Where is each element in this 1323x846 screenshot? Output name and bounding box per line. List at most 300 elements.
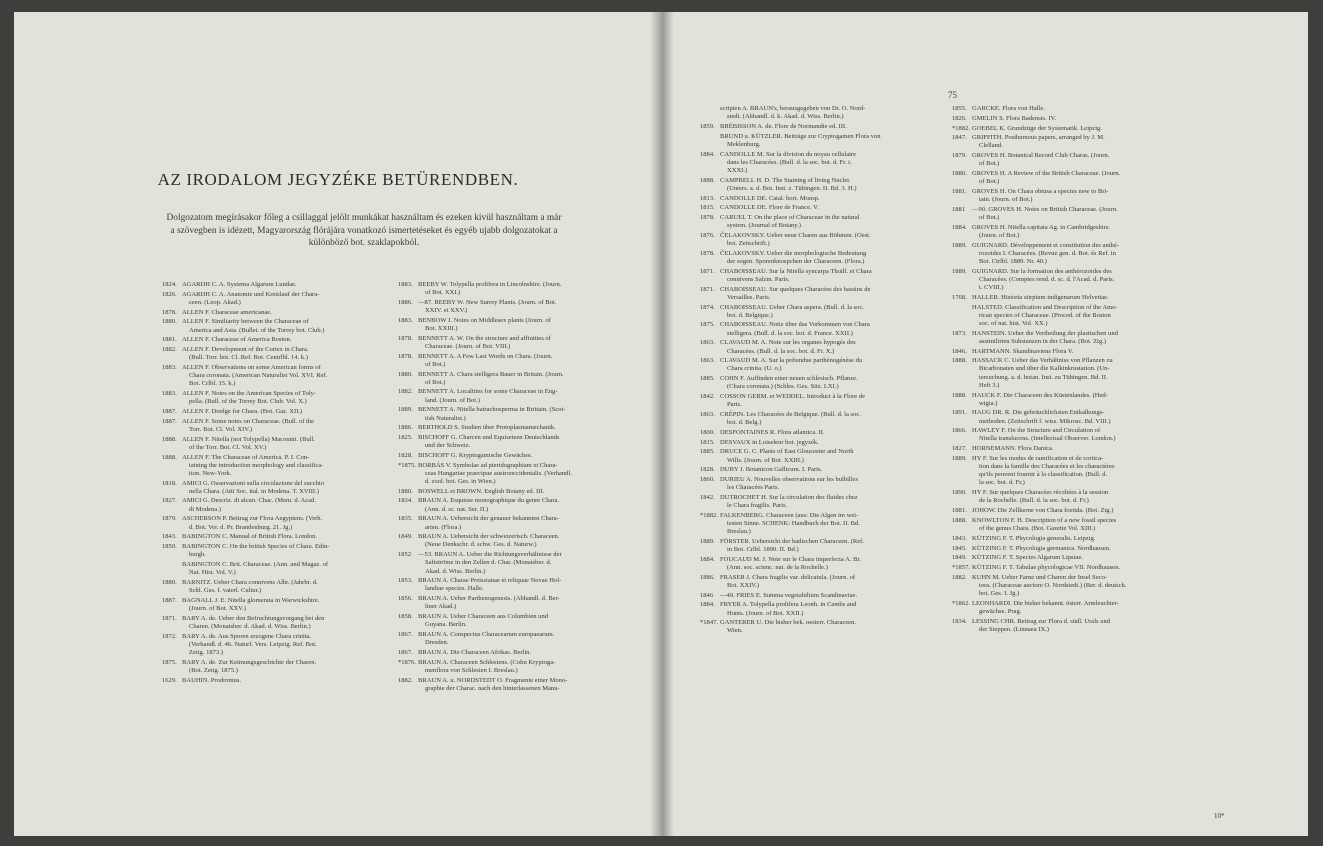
bibliography-entry — [398, 462, 638, 486]
bibliography-entry — [162, 318, 390, 334]
entry-line: taining the introduction morphology and classifica- — [189, 461, 324, 469]
entry-line: BOSWELL et BROWN. English Botany ed. III. — [418, 487, 545, 495]
entry-year: 1876. — [700, 231, 715, 239]
entry-line: ALLEN F. Observations on some American forms of — [182, 363, 321, 371]
entry-line: of Bot.) — [979, 178, 1000, 186]
bibliography-entry — [700, 195, 944, 203]
entry-line: bot. d. Belg.) — [727, 419, 762, 427]
entry-year: 1875. — [700, 321, 715, 329]
entry-line: (Bull. Torr. bot. Cl. Ref. Bot. Centrlbl. 14. k.) — [189, 354, 308, 362]
entry-line: graphie der Charac. nach den hinterlassenen Manu- — [425, 684, 560, 692]
entry-line: ALLEN F. The Characeae of America. P. I. Con- — [182, 453, 310, 461]
entry-line: BORBÁS V. Symbolae ad pteridographiam et Chara- — [418, 461, 558, 469]
entry-year: 1884. — [952, 223, 967, 231]
entry-line: BENBOW J. Notes on Middlesex plants (Journ. of — [418, 316, 551, 324]
entry-line: GMELIN S. Flora Badensis. IV. — [972, 114, 1057, 122]
bibliography-entry — [398, 406, 638, 422]
bibliography-entry — [162, 309, 390, 317]
entry-line: les Characées Paris. — [727, 484, 780, 492]
entry-year: 1849. — [398, 533, 413, 541]
intro-line: különböző bot. szaklapokból. — [308, 238, 420, 249]
entry-line: d. Bot. Ver. d. Pr. Brandenburg. 21. Jg.) — [189, 523, 293, 531]
entry-year: 1828. — [398, 451, 413, 459]
entry-line: KÜTZING F. T. Phycologia generalis. Leipzig. — [972, 534, 1096, 542]
entry-line: methoden. (Zeitschrift f. wiss. Mikrosc. Bd. VIII.) — [979, 417, 1111, 425]
entry-year: 1859. — [700, 122, 715, 130]
entry-year: 1886. — [398, 298, 413, 306]
entry-line: bot. Zeitschrift.) — [727, 240, 770, 248]
entry-year: 1889. — [952, 267, 967, 275]
entry-line: (Ann. soc. scienc. nat. de la Rochelle.) — [727, 564, 828, 571]
entry-line: CARUEL T. On the place of Characeae in the natural — [720, 214, 860, 222]
bibliography-entry — [952, 224, 1202, 240]
bibliography-entry — [162, 597, 390, 613]
entry-line: KUHN M. Ueber Farne und Charen der Insel Seco- — [972, 573, 1108, 581]
bibliography-entry — [162, 543, 390, 559]
entry-year: 1881. — [162, 336, 177, 344]
entry-line: (Journ. of Bot. XXV.) — [189, 604, 246, 612]
entry-line: KÜTZING F. T. Phycologia germanica. Nordhausen. — [972, 544, 1111, 552]
bibliography-entry — [952, 409, 1202, 425]
entry-line: of the genus Chara. (Bot. Gazette Vol. XIII.) — [979, 525, 1096, 532]
entry-line: GUIGNARD. Développement et constitution des anthé- — [972, 241, 1119, 249]
entry-year: 1883. — [398, 316, 413, 324]
bibliography-entry — [398, 281, 638, 297]
entry-year: 1863. — [700, 339, 715, 347]
entry-year: 1827. — [162, 497, 177, 505]
entry-year: 1878. — [700, 249, 715, 257]
entry-year: 1871. — [700, 267, 715, 275]
bibliography-entry — [398, 317, 638, 333]
entry-line: BAUHIN. Prodromus. — [182, 676, 242, 684]
bibliography-entry — [700, 494, 944, 510]
entry-year: 1884. — [700, 555, 715, 563]
bibliography-entry — [700, 133, 944, 149]
bibliography-entry — [700, 466, 944, 474]
entry-line: CHABOISSEAU. Notiz über das Vorkommen von Chara — [720, 321, 870, 329]
entry-line: of Bot.) — [979, 214, 1000, 222]
entry-line: BRAUN A. Die Characeen Afrikas. Berlin. — [418, 648, 532, 656]
entry-line: bot. Ges. I. Jg.) — [979, 590, 1020, 598]
bibliography-entry — [162, 497, 390, 513]
intro-line: Dolgozatom megírásakor főleg a csillaggal jelölt munkákat használtam és ezeken kivül használtam a már — [166, 213, 562, 223]
entry-line: de la Rochelle. (Bull. d. la soc. bot. d. Fr.) — [979, 497, 1089, 505]
bibliography-entry — [162, 633, 390, 657]
entry-line: FRYER A. Tolypella prolifera Leonh. in Cambs and — [720, 601, 857, 609]
entry-year: 1826. — [162, 290, 177, 298]
entry-line: burgh. — [189, 551, 206, 559]
entry-line: FÖRSTER. Uebersicht der badischen Characeen. (Ref. — [720, 537, 864, 545]
entry-line: DUBY J. Botanicon Gallicum. I. Paris. — [720, 466, 823, 474]
entry-line: —53. BRAUN A. Ueber die Richtungsverhältnisse der — [418, 551, 562, 559]
entry-line: testen Sinne. SCHENK: Handbuch der Bot. II. Bd. — [727, 520, 860, 528]
entry-line: BERTHOLD S. Studien über Protoplasmamechanik. — [418, 424, 556, 432]
bibliography-entry — [398, 577, 638, 593]
entry-year: 1885. — [700, 448, 715, 456]
bibliography-entry — [700, 204, 944, 212]
entry-year: 1843. — [952, 534, 967, 542]
entry-year: 1884. — [700, 150, 715, 158]
entry-line: Schl. Ges. f. vaterl. Cultur.) — [189, 587, 262, 594]
entry-line: CHABOISSEAU. Ueber Chara aspera. (Bull. d. la soc. — [720, 303, 865, 311]
entry-line: Wills. (Journ. of Bot. XXIII.) — [727, 456, 804, 464]
bibliography-entry — [162, 677, 390, 685]
bibliography-entry — [952, 445, 1202, 453]
bibliography-entry — [952, 489, 1202, 505]
bibliography-entry — [398, 631, 638, 647]
bibliography-entry — [700, 357, 944, 373]
bibliography-entry — [398, 595, 638, 611]
entry-line: BENNETT A. Chara stelligera Bauer in Britain. (Journ. — [418, 370, 564, 378]
entry-year: 1855. — [952, 105, 967, 112]
entry-line: stelligera. (Bull. d. la soc. bot. d. France. XXII.) — [727, 329, 853, 337]
entry-line: ALLEN F. Some notes on Characeae. (Bull. of the — [182, 417, 315, 425]
entry-line: der Steppen. (Linnaea IX.) — [979, 625, 1049, 633]
bibliography-entry — [952, 427, 1202, 443]
entry-line: land. (Journ. of Bot.) — [425, 396, 480, 404]
entry-line: KNOWLTON F. H. Description of a new fossil species — [972, 516, 1117, 524]
entry-line: CANDOLLE DE. Flore de France. V. — [720, 204, 819, 212]
bibliography-entry — [398, 497, 638, 513]
entry-year: 1834. — [952, 617, 967, 625]
entry-line: tersuchung. a. d. botan. Inst. zu Tübingen. Bd. II. — [979, 373, 1108, 381]
entry-year: 1824. — [162, 281, 177, 288]
bibliography-entry — [700, 286, 944, 302]
entry-year: 1826. — [952, 114, 967, 122]
entry-line: BEEBY W. Tolypella prolifera in Lincolnshire. (Journ. — [418, 281, 562, 288]
entry-year: 1885. — [700, 375, 715, 383]
bibliography-entry — [700, 339, 944, 355]
entry-year: 1866. — [952, 427, 967, 435]
entry-line: FRASER J. Chara fragilis var. delicatula. (Journ. of — [720, 573, 856, 581]
entry-line: —49. FRIES E. Summa vegetabilium Scandinaviae. — [720, 591, 858, 599]
bibliography-entry — [952, 348, 1202, 356]
entry-line: BRAUN A. Characeen Schlesiens. (Cohn Kryptoga- — [418, 658, 556, 666]
entry-year: *1882. — [700, 511, 719, 519]
entry-year: *1847. — [700, 619, 719, 627]
bibliography-entry — [162, 579, 390, 595]
entry-year: 1873. — [952, 329, 967, 337]
entry-year: 1828. — [700, 466, 715, 474]
bibliography-entry — [700, 601, 944, 617]
bibliography-entry — [952, 618, 1202, 634]
entry-line: BAGNALL J. E. Nitella glomerata in Warwickshire. — [182, 596, 320, 604]
bibliography-entry — [398, 353, 638, 369]
entry-line: GARCKE. Flora von Halle. — [972, 105, 1045, 112]
entry-line: CLAVAUD M. A. Note sur les organes hypogés des — [720, 339, 856, 347]
entry-year: 1842. — [700, 493, 715, 501]
bibliography-entry — [952, 188, 1202, 204]
entry-line: DURIEU A. Nouvelles observations sur les bulbilles — [720, 476, 859, 484]
entry-line: DESFONTAINES R. Flora atlantica. II. — [720, 428, 825, 436]
entry-line: CHABOISSEAU. Sur la Nitella syncarpa Thuill. et Chara — [720, 267, 872, 275]
entry-year: 1845. — [952, 544, 967, 552]
entry-line: of Bot.) — [425, 378, 446, 386]
bibliography-entry — [162, 390, 390, 406]
entry-line: system. (Journal of Botany.) — [727, 222, 801, 230]
entry-line: ALLEN F. Dredge for Chara. (Bot. Gaz. XII.) — [182, 407, 303, 415]
entry-line: CRÉPIN. Les Characées de Belgique. (Bull. d. la soc. — [720, 411, 861, 418]
entry-line: GRIFFITH. Posthumous papers, arranged by J. M. — [972, 134, 1105, 142]
entry-line: —90. GROVES H. Notes on British Characeae. (Journ. — [972, 205, 1118, 213]
entry-line: Torr. Bot. Cl. Vol. XIV.) — [189, 425, 253, 433]
entry-year: 1846. — [952, 347, 967, 355]
entry-line: ČELAKOVSKY. Ueber die morphologische Bedeutung — [720, 249, 867, 257]
left-column-2 — [398, 281, 638, 693]
entry-line: HALSTED. Classification and Description of the Ame- — [972, 303, 1118, 311]
entry-line: pella. (Bull. of the Torrey Bot. Club. Vol. X.) — [189, 398, 307, 406]
entry-year: 1889. — [398, 406, 413, 414]
entry-line: KÜTZING F. T. Tabulae phycologicae VII. Nordhausen. — [972, 564, 1120, 571]
entry-year: 1887. — [162, 407, 177, 415]
bibliography-entry — [952, 125, 1202, 133]
bibliography-entry — [952, 268, 1202, 292]
bibliography-entry — [162, 281, 390, 289]
entry-line: LEONHARDI. Die bisher bekannt. österr. Armleuchter- — [972, 599, 1119, 607]
entry-line: of Bot.) — [425, 360, 446, 368]
bibliography-entry — [700, 123, 944, 131]
entry-line: la soc. bot. d. Fr.) — [979, 479, 1025, 487]
entry-line: (Journ. of Bot.) — [979, 231, 1020, 239]
entry-line: BABINGTON C. Manual of British Flora. London. — [182, 533, 317, 541]
entry-line: soc. of nat. hist. Vol. XX.) — [979, 319, 1048, 327]
entry-line: GUIGNARD. Sur la formation des anthérozoides des — [972, 267, 1112, 275]
entry-line: CLAVAUD M. A. Sur la prétendue parthénogénèse du — [720, 357, 863, 365]
entry-line: BRAUN A. Uebersicht der genauer bekannten Chara- — [418, 515, 559, 523]
entry-year: 1882. — [952, 573, 967, 581]
entry-line: BABINGTON C. Brit. Characeae. (Ann. and Magaz. of — [182, 560, 329, 568]
bibliography-entry — [952, 357, 1202, 390]
entry-line: Zeitg. 1873.) — [189, 648, 224, 656]
entry-year: 1882. — [398, 388, 413, 396]
entry-line: Breslau.) — [727, 528, 751, 536]
entry-line: ceen. (Leop. Akad.) — [189, 298, 241, 306]
entry-line: LESSING CHR. Beitrag zur Flora d. südl. Urals und — [972, 617, 1111, 625]
bibliography-entry — [700, 151, 944, 175]
entry-year: 1881. — [952, 507, 967, 515]
entry-line: Chara coronata. (American Naturalist Vol. XVI. Ref. — [189, 372, 328, 380]
bibliography-entry — [952, 392, 1202, 408]
entry-line: HANSTEIN. Ueber die Vertheilung der plastischen und — [972, 329, 1118, 337]
entry-line: HAUCK F. Die Characeen des Küstenlandes. (Hed- — [972, 391, 1108, 399]
bibliography-title: AZ IRODALOM JEGYZÉKE BETÜRENDBEN. — [157, 170, 519, 189]
entry-line: HY F. Sur quelques Characées récoltées à la session — [972, 489, 1109, 497]
bibliography-entry — [398, 335, 638, 351]
entry-line: gewächse. Prag. — [979, 607, 1022, 615]
entry-line: Nat. Hist. Vol. V.) — [189, 569, 236, 577]
bibliography-entry — [952, 105, 1202, 113]
page-number: 75 — [948, 90, 957, 100]
entry-year: *1862. — [952, 599, 971, 607]
entry-year: 1867. — [398, 630, 413, 638]
bibliography-entry — [952, 134, 1202, 150]
entry-line: Bot. XXIV.) — [727, 581, 760, 589]
entry-year: 1883. — [162, 390, 177, 398]
entry-line: bot. d. Belgique.) — [727, 311, 773, 319]
bibliography-entry — [162, 515, 390, 531]
entry-line: nella Chara. (Atti Soc. ital. in Modena. T. XVIII.) — [189, 487, 319, 495]
entry-year: 1825. — [398, 434, 413, 441]
bibliography-entry — [952, 304, 1202, 328]
entry-line: GROVES H. Nitella capitata Ag. in Cambridgeshire. — [972, 223, 1111, 231]
entry-line: ALLEN F. Characeae of America Boston. — [182, 336, 292, 344]
entry-line: Akad. d. Wiss. Berlin.) — [425, 567, 486, 575]
entry-line: landiae species. Halle. — [425, 585, 484, 593]
entry-line: ALLEN F. Development of the Cortex in Chara. — [182, 346, 309, 354]
bibliography-entry — [952, 574, 1202, 598]
entry-line: (Verhandl. d. 46. Naturf. Vers. Leipzig. Ref. Bot. — [189, 640, 317, 648]
bibliography-entry — [700, 232, 944, 248]
entry-line: KÜTZING F. T. Species Algarum Lipsiae. — [972, 554, 1083, 562]
bibliography-entry — [700, 592, 944, 600]
entry-line: BRAUN A. u. NORDSTEDT O. Fragmente einer Mono- — [418, 676, 568, 684]
entry-line: scripten A. BRAUN's, herausgegeben von Dr. O. Nord- — [720, 105, 866, 112]
entry-line: BENNETT A. Localities for some Characeae in Eng- — [418, 388, 558, 396]
entry-line: ČELAKOVSKY. Ueber neue Charen aus Böhmen. (Oest. — [720, 231, 871, 239]
entry-line: arten. (Flora.) — [425, 523, 462, 531]
entry-year: 1842. — [700, 393, 715, 401]
bibliography-entry — [162, 480, 390, 496]
entry-year: 1887. — [162, 417, 177, 425]
entry-line: XXXI.) — [727, 166, 748, 174]
bibliography-entry — [162, 454, 390, 478]
entry-line: BRAUN A. Charae Preissianae et reliquae Novae Hol- — [418, 577, 562, 585]
bibliography-entry — [398, 613, 638, 629]
bibliography-entry — [700, 538, 944, 554]
entry-year: 1815. — [700, 438, 715, 446]
entry-year: 1850. — [162, 543, 177, 551]
entry-line: COSSON GERM. et WEDDEL. Introduct à la Flore de — [720, 393, 865, 401]
entry-line: der sogen. Sporenknospchen der Characeen. (Flora.) — [727, 258, 865, 265]
entry-year: *1882. — [952, 124, 971, 132]
entry-line: rican species of Characeae. (Proced. of the Boston — [979, 311, 1111, 319]
bibliography-entry — [952, 554, 1202, 562]
entry-year: 1800. — [700, 428, 715, 436]
entry-year: 1846 — [700, 591, 714, 599]
entry-line: tion dans la famille des Characées et les charactères — [979, 463, 1115, 471]
entry-line: tion. New-York. — [189, 469, 232, 477]
entry-line: Meklenburg. — [727, 140, 761, 148]
bibliography-entry — [398, 299, 638, 315]
bibliography-entry — [700, 393, 944, 409]
entry-line: GROVES H. Botanical Record Club Charas. (Journ. — [972, 152, 1110, 160]
entry-year: 1878. — [162, 308, 177, 316]
entry-line: (Ann. d. sc. nat. Ser. II.) — [425, 505, 489, 513]
entry-year: 1881. — [952, 187, 967, 195]
entry-line: ALLEN F. Characeae americanae. — [182, 308, 272, 316]
entry-line: GROVES H. On Chara obtusa a species new to Bri- — [972, 187, 1109, 195]
entry-line: AMICI G. Osservazioni sulla circolazione del succhio — [182, 479, 324, 487]
entry-line: JOHOW. Die Zellkerne von Chara foetida. (Bot. Ztg.) — [972, 507, 1114, 515]
entry-line: t. CVIII.) — [979, 284, 1004, 292]
entry-line: liner Akad.) — [425, 603, 457, 611]
bibliography-entry — [162, 533, 390, 541]
entry-line: Characées. (Bull. d. la soc. bot. d. Fr. X.) — [727, 347, 835, 355]
entry-year: 1875. — [162, 658, 177, 666]
entry-line: Versailles. Paris. — [727, 293, 771, 301]
bibliography-entry — [398, 659, 638, 675]
entry-year: 1880. — [398, 370, 413, 378]
entry-line: menflora von Schlesien I. Breslau.) — [425, 666, 518, 674]
entry-year: 1872. — [162, 632, 177, 640]
entry-line: ALLEN F. Similiarity between the Characeae of — [182, 318, 309, 326]
bibliography-entry — [700, 105, 944, 121]
bibliography-entry — [162, 659, 390, 675]
entry-line: Heft 3.) — [979, 381, 1000, 389]
entry-line: ALLEN F. Notes on the American Species of Toly- — [182, 390, 316, 398]
entry-line: Paris. — [727, 401, 742, 409]
right-page — [662, 12, 1308, 836]
entry-line: BABINGTON C. On the british Species of Chara. Edin- — [182, 543, 330, 551]
entry-line: of Bot. XXI.) — [425, 289, 461, 297]
bibliography-entry — [952, 535, 1202, 543]
bibliography-entry — [700, 411, 944, 427]
bibliography-entry — [162, 336, 390, 344]
entry-line: in Bot. Crlbl. 1890. II. Bd.) — [727, 546, 799, 554]
entry-line: BRUND u. KÜTZLER. Beiträge zur Cryptogamen Flora von — [720, 132, 881, 140]
bibliography-entry — [162, 408, 390, 416]
entry-line: GROVES H. A Review of the British Characeae. (Journ. — [972, 170, 1121, 178]
bibliography-entry — [700, 619, 944, 635]
entry-line: ALLEN F. Nitella (not Tolypella) Macounii. (Bull. — [182, 435, 315, 443]
entry-year: 1888. — [700, 176, 715, 184]
bibliography-entry — [700, 574, 944, 590]
entry-line: HORNEMANN. Flora Danica. — [972, 445, 1054, 453]
entry-year: 1889. — [952, 454, 967, 462]
entry-line: assimilirten Substanzen in der Chara. (Bot. Ztg.) — [979, 337, 1107, 345]
bibliography-entry — [700, 448, 944, 464]
bibliography-entry — [398, 649, 638, 657]
entry-line: dans les Characées. (Bull. d. la soc. bot. d. Fr. t. — [727, 158, 852, 166]
entry-year: 1878. — [398, 334, 413, 342]
entry-year: 1880. — [162, 578, 177, 586]
entry-year: *1857. — [952, 564, 971, 571]
entry-year: *1876. — [398, 658, 417, 666]
entry-line: d. zool. bot. Ges. in Wien.) — [425, 477, 496, 485]
entry-year: 1849. — [952, 554, 967, 562]
entry-line: HARTMANN. Skandinaviens Flora V. — [972, 347, 1074, 355]
bibliography-entry — [700, 556, 944, 572]
entry-line: (Neue Denkschr. d. schw. Ges. d. Naturw.) — [425, 541, 537, 549]
entry-line: tish Naturalist.) — [425, 414, 466, 422]
entry-year: 1858. — [398, 613, 413, 621]
entry-line: BENNETT A. W. On the structure and affinities of — [418, 334, 551, 342]
entry-line: rozoides I. Characées. (Revue gen. d. Bot. és Ref. in — [979, 249, 1116, 257]
entry-line: HAWLEY F. On the Structure and Circulation of — [972, 427, 1101, 435]
entry-line: BRAUN A. Ueber Characeen aus Columbien und — [418, 613, 549, 621]
entry-line: CANDOLLE M. Sur la division du noyau cellulaire — [720, 150, 857, 158]
bibliography-entry — [162, 561, 390, 577]
entry-line: Clelland. — [979, 142, 1003, 150]
entry-line: XXIV. et XXV.) — [425, 307, 468, 315]
entry-year: 1887. — [162, 596, 177, 604]
entry-line: di Modena.) — [189, 505, 221, 513]
entry-line: BARNITZ. Ueber Chara connivens Albr. (Jahrbr. d. — [182, 578, 318, 586]
entry-line: (Unters. a. d. Bot. Inst. z. Tübingen. II. Bd. 3. H.) — [727, 184, 857, 192]
entry-line: le Chara fragilis. Paris. — [727, 502, 788, 510]
entry-line: CAMPBELL H. D. The Staining of living Nuclei. — [720, 176, 851, 184]
entry-year: 1768. — [952, 293, 967, 301]
bibliography-entry — [952, 170, 1202, 186]
entry-year: 1888. — [162, 435, 177, 443]
bibliography-entry — [700, 439, 944, 447]
entry-line: BENNETT A. A Few Last Words on Chara. (Journ. — [418, 352, 553, 360]
bibliography-entry — [398, 371, 638, 387]
entry-line: und der Schweiz. — [425, 442, 471, 450]
bibliography-entry — [398, 677, 638, 693]
entry-line: Bot. Crlbl. 15. k.) — [189, 380, 236, 388]
entry-line: BISCHOFF G. Charcen und Equiseteen Deutschlands — [418, 434, 560, 441]
